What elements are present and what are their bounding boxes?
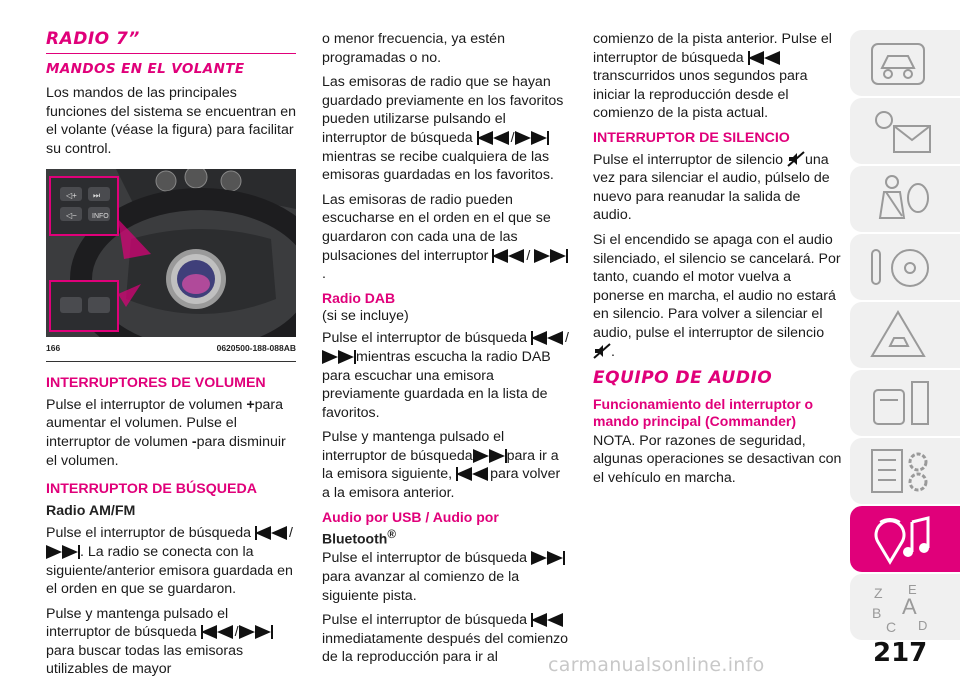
svg-text:B: B [872,605,882,621]
figure-page-ref: 166 [46,342,61,353]
dab-paragraph-2: Pulse y mantenga pulsado el interruptor de búsqueda para ir a la emisora siguiente, para volver a la emisora anterior. [322,429,561,502]
svg-text:A: A [902,594,917,619]
seek-forward-icon [531,551,565,565]
intro-paragraph: Los mandos de las principales funciones del sistema se encuentran en el volante (véase la figura) para facilitar su control. [46,85,297,157]
tab-car[interactable] [850,30,960,96]
dab-note: (si se incluye) [322,307,409,324]
seek-forward-icon [473,449,507,463]
column-2 [322,30,572,673]
commander-note: NOTA. Por razones de seguridad, algunas operaciones se desactivan con el vehículo en marcha. [593,432,842,486]
dab-heading: Radio DAB [322,289,396,306]
seek-forward-icon [46,545,80,559]
tab-maintenance[interactable] [850,370,960,436]
svg-text:◁−: ◁− [66,210,77,220]
svg-text:Z: Z [874,585,883,601]
am-fm-paragraph-1: Pulse el interruptor de búsqueda / . La radio se conecta con la siguiente/anterior emisora guardada en el orden en que se guardaron. [46,525,293,598]
dab-paragraph-1: Pulse el interruptor de búsqueda / mientras escucha la radio DAB para escuchar una emisora previamente guardada en la lista de favoritos. [322,330,569,421]
usb-heading: Audio por USB / Audio por Bluetooth® [322,508,499,547]
column-3 [593,30,843,493]
tab-warning-lights[interactable] [850,98,960,164]
svg-text:D: D [918,618,928,633]
steering-wheel-icon [868,240,938,294]
mute-paragraph-2: Si el encendido se apaga con el audio silenciado, el silencio se cancelará. Por tanto, cuando el motor vuelva a ponerse en marcha, el audio no estará en silencio. Para volver a silenciar el audio, pulse el interruptor de silencio . [593,231,841,360]
seek-back-icon [456,467,490,481]
volume-heading: INTERRUPTORES DE VOLUMEN [46,375,266,392]
seek-back-icon [255,526,289,540]
steering-wheel-figure [46,169,296,337]
am-fm-paragraph-2: Pulse y mantenga pulsado el interruptor de búsqueda /para buscar todas las emisoras utilizables de mayor [46,605,296,679]
title-rule [46,53,296,54]
watermark: carmanualsonline.info [548,654,765,676]
seek-back-icon [477,131,511,145]
tab-safety[interactable] [850,166,960,232]
subsection-title: MANDOS EN EL VOLANTE [46,60,245,77]
index-icon [868,580,938,634]
tab-emergency[interactable] [850,302,960,368]
svg-text:◁+: ◁+ [66,190,77,200]
column-1 [46,30,296,685]
svg-text:INFO: INFO [92,212,109,220]
car-icon [868,36,938,90]
figure-code: 0620500-188-088AB [216,342,296,353]
page-number: 217 [873,638,928,668]
seek-back-icon [492,249,526,263]
mute-heading: INTERRUPTOR DE SILENCIO [593,129,790,146]
usb-paragraph-1: Pulse el interruptor de búsqueda para avanzar al comienzo de la siguiente pista. [322,549,572,605]
seek-back-icon [531,331,565,345]
roadside-emergency-icon [868,308,938,362]
seek-back-icon [531,613,565,627]
seek-back-icon [748,51,782,65]
mute-icon [593,343,611,359]
tab-multimedia[interactable] [850,506,960,572]
seek-forward-icon [515,131,549,145]
mute-paragraph-1: Pulse el interruptor de silencio una vez para silenciar el audio, púlselo de nuevo para reanudar la salida de audio. [593,151,830,224]
col3-paragraph-1: comienzo de la pista anterior. Pulse el interruptor de búsqueda transcurridos unos segundos para iniciar la reproducción desde el comienzo de la pista actual. [593,31,832,122]
tab-driving[interactable] [850,234,960,300]
search-heading: INTERRUPTOR DE BÚSQUEDA [46,481,257,498]
tab-specs[interactable] [850,438,960,504]
section-title: RADIO 7” [46,29,140,49]
minus-symbol: - [191,433,197,450]
steering-wheel-illustration [46,169,296,337]
mute-icon [787,151,805,167]
multimedia-icon [868,512,938,566]
audio-equipment-title: EQUIPO DE AUDIO [593,368,773,389]
warning-lights-icon [868,104,938,158]
maintenance-icon [868,376,938,430]
tab-index[interactable] [850,574,960,640]
am-fm-subheading: Radio AM/FM [46,502,136,519]
figure-caption [46,337,296,363]
svg-text:C: C [886,619,897,634]
seek-forward-icon [322,350,356,364]
seek-forward-icon [239,625,273,639]
svg-text:E: E [908,582,917,597]
seek-back-icon [201,625,235,639]
plus-symbol: + [246,396,255,413]
col2-paragraph-2: Las emisoras de radio que se hayan guardado previamente en los favoritos pueden utilizarse pulsando el interruptor de búsqueda /mientras se recibe cualquiera de las emisoras guardadas en los favoritos. [322,74,564,184]
usb-paragraph-2: Pulse el interruptor de búsqueda inmediatamente después del comienzo de la reproducción para ir al [322,612,569,666]
col2-paragraph-1: o menor frecuencia, ya estén programadas o no. [322,31,505,66]
svg-text:⏭: ⏭ [93,190,101,200]
seatbelt-airbag-icon [868,172,938,226]
col2-paragraph-3: Las emisoras de radio pueden escucharse en el orden en el que se guardaron con cada una de las pulsaciones del interruptor / . [322,191,572,284]
seek-forward-icon [534,249,568,263]
commander-heading: Funcionamiento del interruptor o mando principal (Commander) [593,395,814,429]
volume-paragraph: Pulse el interruptor de volumen +para aumentar el volumen. Pulse el interruptor de volumen -para disminuir el volumen. [46,396,286,469]
specs-gears-icon [868,444,938,498]
